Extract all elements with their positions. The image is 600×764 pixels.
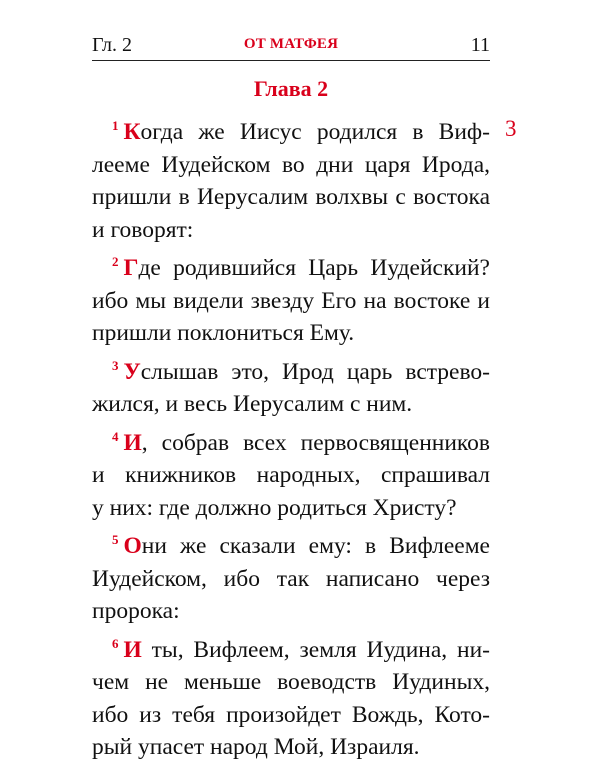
verse-line: чем не меньше воеводств Иудиных, — [92, 669, 490, 695]
verse-initial-letter: У — [123, 358, 141, 385]
verse-6 — [92, 628, 490, 764]
verse-line — [92, 246, 490, 285]
verse-line — [92, 524, 490, 563]
verse-number: 5 — [112, 532, 119, 547]
margin-reference: 3 — [505, 116, 517, 141]
chapter-title: Глава 2 — [253, 76, 329, 101]
verse-line — [92, 421, 490, 460]
header-rule — [92, 60, 490, 61]
verse-number: 1 — [112, 118, 119, 133]
verse-line: жился, и весь Иерусалим с ним. — [92, 391, 413, 417]
header-chapter-label: Гл. 2 — [92, 34, 133, 56]
verse-first-line-text: слышав это, Ирод царь встрево- — [140, 358, 490, 385]
verse-first-line-text: , собрав всех первосвященников — [141, 429, 490, 456]
verse-3 — [92, 350, 490, 421]
verse-line: и книжников народных, спрашивал — [92, 462, 490, 488]
verse-number: 4 — [112, 428, 119, 444]
verse-line: ибо мы видели звезду Его на востоке и — [92, 287, 490, 314]
verse-number: 6 — [112, 635, 119, 651]
verse-first-line-text: огда же Иисус родился в Виф- — [140, 119, 490, 145]
verse-initial-letter: К — [123, 119, 141, 145]
verse-line: пришли поклониться Ему. — [92, 320, 355, 346]
verse-5 — [92, 524, 490, 628]
verse-initial-letter: И — [123, 429, 142, 456]
verse-first-line-text: де родившийся Царь Иудейский? — [138, 255, 490, 281]
verse-first-line-text: ты, Вифлеем, земля Иудина, ни- — [141, 636, 490, 663]
verse-line — [92, 628, 490, 667]
verse-1 — [92, 110, 490, 246]
header-page-number: 11 — [470, 34, 490, 56]
verse-line: рый упасет народ Мой, Израиля. — [92, 734, 420, 760]
verse-text-body — [92, 110, 490, 764]
verse-line: у них: где должно родиться Христу? — [92, 494, 457, 521]
verse-initial-letter: О — [123, 533, 142, 559]
verse-number: 2 — [112, 254, 119, 269]
verse-line: Иудейском, ибо так написано через — [92, 565, 490, 592]
verse-line: пророка: — [92, 598, 180, 624]
verse-line: и говорят: — [92, 216, 194, 243]
verse-line: пришли в Иерусалим волхвы с востока — [92, 184, 490, 210]
verse-line: лееме Иудейском во дни царя Ирода, — [92, 151, 490, 178]
verse-4 — [92, 421, 490, 525]
verse-initial-letter: Г — [123, 255, 139, 281]
verse-2 — [92, 246, 490, 350]
running-header — [92, 34, 490, 58]
verse-line: ибо из тебя произойдет Вождь, Кото- — [92, 701, 490, 728]
verse-line — [92, 350, 490, 389]
verse-first-line-text: ни же сказали ему: в Вифлееме — [141, 533, 490, 559]
verse-line — [92, 110, 490, 149]
header-book-title: ОТ МАТФЕЯ — [243, 36, 339, 52]
verse-initial-letter: И — [123, 636, 142, 663]
verse-number: 3 — [112, 357, 119, 373]
